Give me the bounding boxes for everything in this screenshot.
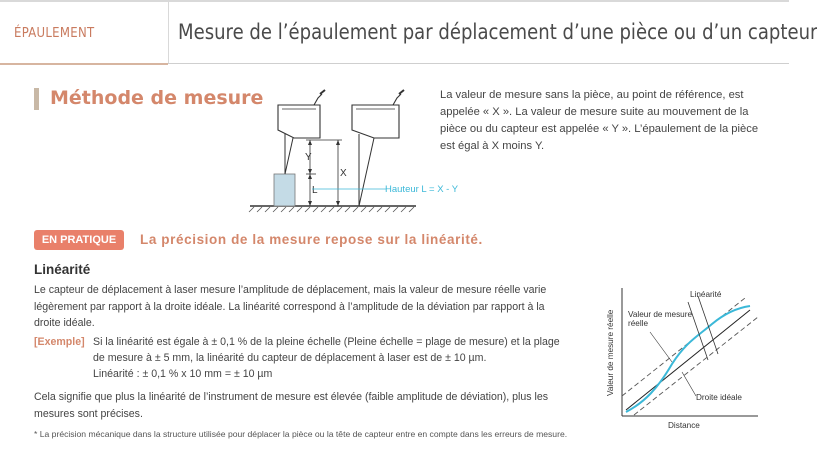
graph-x-axis-label: Distance: [668, 421, 700, 430]
sensor-head-left: [278, 90, 325, 174]
header-divider: [168, 0, 169, 64]
example-line-3: Linéarité : ± 0,1 % x 10 mm = ± 10 µm: [93, 368, 273, 380]
workpiece: [274, 174, 295, 206]
example-label: [Exemple]: [34, 336, 85, 348]
section-tag: ÉPAULEMENT: [14, 26, 95, 41]
graph-label-real-value-wrap: [628, 310, 698, 334]
label-y: Y: [305, 152, 312, 163]
linearity-conclusion: Cela signifie que plus la linéarité de l’instrument de mesure est élevée (faible amplitude de déviation), plus les mesures sont précises.: [34, 391, 549, 420]
real-value-leader: [650, 332, 672, 362]
linearity-description: Le capteur de déplacement à laser mesure l’amplitude de déplacement, mais la valeur de mesure réelle varie légèrement par rapport à la droite idéale. La linéarité correspond à l’amplitude de la déviation par rapport à la droite idéale.: [34, 284, 547, 329]
label-height: Hauteur L = X - Y: [385, 184, 459, 195]
method-accent-bar: [34, 88, 39, 110]
graph-label-ideal-line: Droite idéale: [696, 393, 742, 402]
method-description: La valeur de mesure sans la pièce, au point de référence, est appelée « X ». La valeur de mesure suite au mouvement de la pièce ou du capteur est appelée « Y ». L’épaulement de la pièce est égal à X moins Y.: [440, 89, 759, 152]
graph-y-axis-label: Valeur de mesure réelle: [606, 309, 615, 396]
label-x: X: [340, 168, 347, 179]
en-pratique-badge: EN PRATIQUE: [34, 230, 124, 250]
label-l: L: [312, 185, 318, 196]
linearity-title: Linéarité: [34, 262, 91, 277]
shoulder-measurement-diagram: [248, 88, 459, 216]
linearity-graph: [600, 284, 770, 434]
graph-label-real-value: Valeur de mesure réelle: [628, 310, 693, 328]
graph-label-linearity: Linéarité: [690, 290, 722, 299]
footnote: * La précision mécanique dans la structure utilisée pour déplacer la pièce ou la tête de capteur entre en compte dans les erreurs de mesure.: [34, 429, 568, 439]
ground-hatch: [249, 206, 416, 212]
method-title: Méthode de mesure: [50, 87, 264, 109]
page-title: Mesure de l’épaulement par déplacement d’une pièce ou d’un capteur: [178, 20, 817, 44]
example-line-1: Si la linéarité est égale à ± 0,1 % de la pleine échelle (Pleine échelle = plage de mesure) et la plage: [93, 336, 560, 348]
practice-title: La précision de la mesure repose sur la linéarité.: [140, 232, 483, 247]
dimension-arrows: [308, 140, 340, 206]
linearity-marker-b: [698, 296, 718, 354]
example-line-2: de mesure à ± 5 mm, la linéarité du capteur de déplacement à laser est de ± 10 µm.: [93, 352, 487, 364]
page-header: [0, 0, 817, 64]
dimension-lines: [306, 140, 342, 206]
section-cell: [0, 0, 168, 64]
section-underline: [0, 63, 168, 65]
ideal-line-leader: [682, 372, 696, 396]
title-underline: [168, 63, 789, 64]
